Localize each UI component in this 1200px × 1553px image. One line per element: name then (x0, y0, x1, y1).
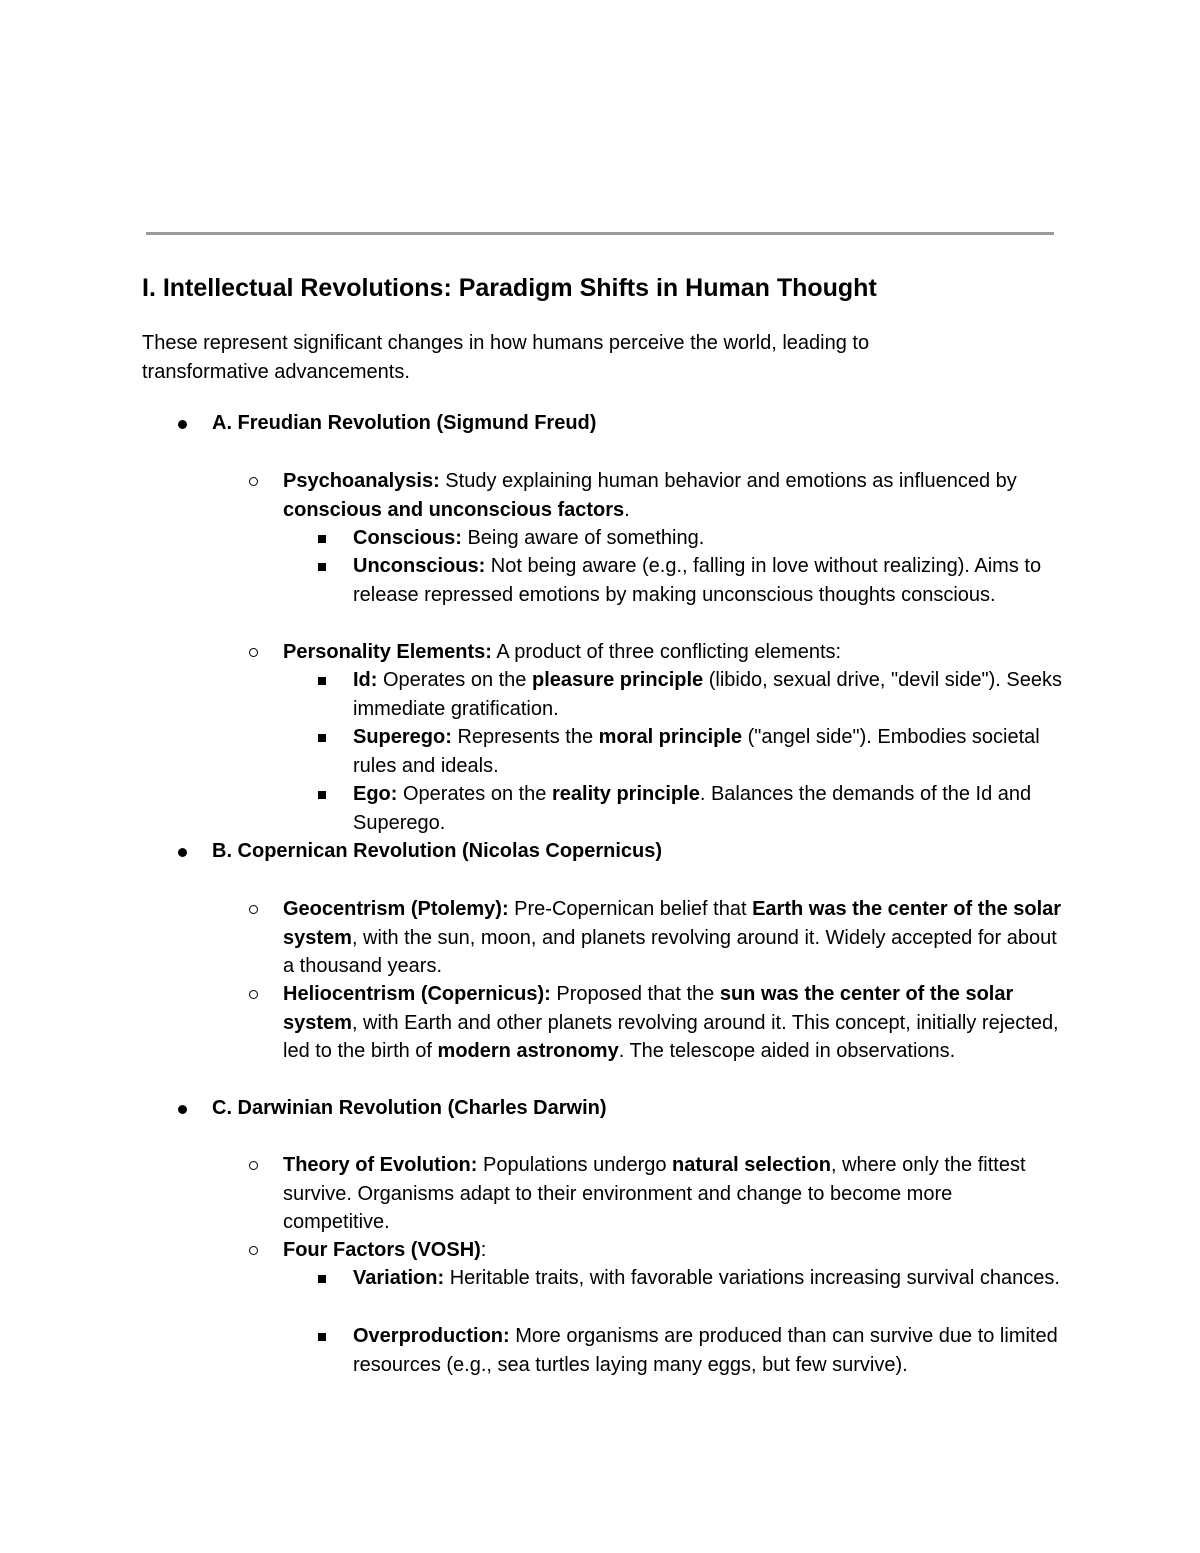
bullet-circle-icon (249, 905, 258, 914)
emphasis-text: Earth was the center of the solar system (283, 898, 1062, 949)
item-unconscious (353, 552, 1063, 609)
emphasis-text: moral principle (598, 726, 743, 748)
item-text: . (624, 498, 630, 521)
item-psychoanalysis (283, 467, 1063, 524)
item-text: Not being aware (e.g., falling in love without realizing). Aims to release repressed emotions by making unconscious thoughts conscious. (353, 555, 1042, 606)
term-label: Four Factors (VOSH) (283, 1239, 481, 1261)
bullet-square-icon (318, 734, 326, 742)
bullet-square-icon (318, 677, 326, 685)
item-conscious (353, 524, 1063, 553)
bullet-dot-icon (178, 848, 187, 857)
term-label: Overproduction: (353, 1325, 510, 1347)
term-label: Personality Elements: (283, 641, 492, 663)
section-heading-darwinian: C. Darwinian Revolution (Charles Darwin) (212, 1097, 607, 1119)
item-text: Study explaining human behavior and emotions as influenced by (439, 470, 1017, 492)
page-title: I. Intellectual Revolutions: Paradigm Shifts in Human Thought (142, 274, 877, 302)
bullet-circle-icon (249, 1161, 258, 1170)
intro-paragraph: These represent significant changes in how humans perceive the world, leading to transformative advancements. (142, 332, 870, 383)
item-heliocentrism (283, 980, 1063, 1066)
bullet-square-icon (318, 563, 326, 571)
bullet-square-icon (318, 1275, 326, 1283)
item-text: , where only the fittest survive. Organisms adapt to their environment and change to become more competitive. (283, 1154, 1026, 1233)
emphasis-text: natural selection (672, 1154, 831, 1176)
item-superego (353, 723, 1063, 780)
item-text: Operates on the (397, 783, 552, 805)
item-ego (353, 780, 1063, 837)
term-label: Ego: (353, 783, 398, 805)
item-text: . Balances the demands of the Id and Superego. (353, 783, 1032, 834)
bullet-square-icon (318, 791, 326, 799)
bullet-circle-icon (249, 648, 258, 657)
term-label: Theory of Evolution: (283, 1154, 478, 1176)
section-heading-copernican: B. Copernican Revolution (Nicolas Copernicus) (212, 840, 663, 862)
bullet-circle-icon (249, 990, 258, 999)
term-label: Unconscious: (353, 555, 486, 577)
item-text: ("angel side"). Embodies societal rules and ideals. (353, 726, 1040, 777)
bullet-square-icon (318, 535, 326, 543)
item-text: : (480, 1239, 487, 1261)
term-label: Geocentrism (Ptolemy): (283, 898, 509, 920)
item-text: . The telescope aided in observations. (618, 1040, 956, 1062)
item-text: More organisms are produced than can survive due to limited resources (e.g., sea turtles laying many eggs, but few survive). (353, 1325, 1058, 1376)
bullet-dot-icon (178, 1105, 187, 1114)
bullet-dot-icon (178, 420, 187, 429)
bullet-circle-icon (249, 477, 258, 486)
item-text: , with the sun, moon, and planets revolving around it. Widely accepted for about a thousand years. (283, 926, 1057, 977)
item-text: , with Earth and other planets revolving around it. This concept, initially rejected, led to the birth of (283, 1011, 1059, 1062)
item-text: Operates on the (377, 669, 532, 691)
item-text: Being aware of something. (461, 527, 705, 549)
item-id (353, 666, 1063, 723)
item-overproduction (353, 1322, 1063, 1379)
emphasis-text: sun was the center of the solar system (283, 983, 1014, 1034)
bullet-square-icon (318, 1333, 326, 1341)
item-variation (353, 1264, 1063, 1293)
emphasis-text: modern astronomy (437, 1040, 619, 1062)
item-text: (libido, sexual drive, "devil side"). Seeks immediate gratification. (353, 669, 1062, 720)
emphasis-text: pleasure principle (531, 669, 704, 691)
item-four-factors (283, 1236, 1063, 1265)
item-text: Represents the (451, 726, 599, 748)
item-text: Heritable traits, with favorable variations increasing survival chances. (444, 1267, 1060, 1289)
item-text: Pre-Copernican belief that (508, 898, 753, 920)
term-label: Id: (353, 669, 378, 691)
emphasis-text: conscious and unconscious factors (283, 498, 625, 521)
bullet-circle-icon (249, 1246, 258, 1255)
item-theory-of-evolution (283, 1151, 1063, 1237)
term-label: Variation: (353, 1267, 445, 1289)
horizontal-rule (146, 232, 1054, 235)
term-label: Psychoanalysis: (283, 470, 440, 492)
item-geocentrism (283, 895, 1063, 981)
item-text: Populations undergo (477, 1154, 673, 1176)
item-text: A product of three conflicting elements: (491, 641, 842, 663)
term-label: Conscious: (353, 527, 462, 549)
term-label: Heliocentrism (Copernicus): (283, 983, 551, 1005)
term-label: Superego: (353, 726, 452, 748)
item-text: Proposed that the (550, 983, 720, 1005)
section-heading-freudian: A. Freudian Revolution (Sigmund Freud) (212, 412, 597, 434)
item-personality-elements (283, 638, 1063, 667)
emphasis-text: reality principle (551, 783, 700, 805)
